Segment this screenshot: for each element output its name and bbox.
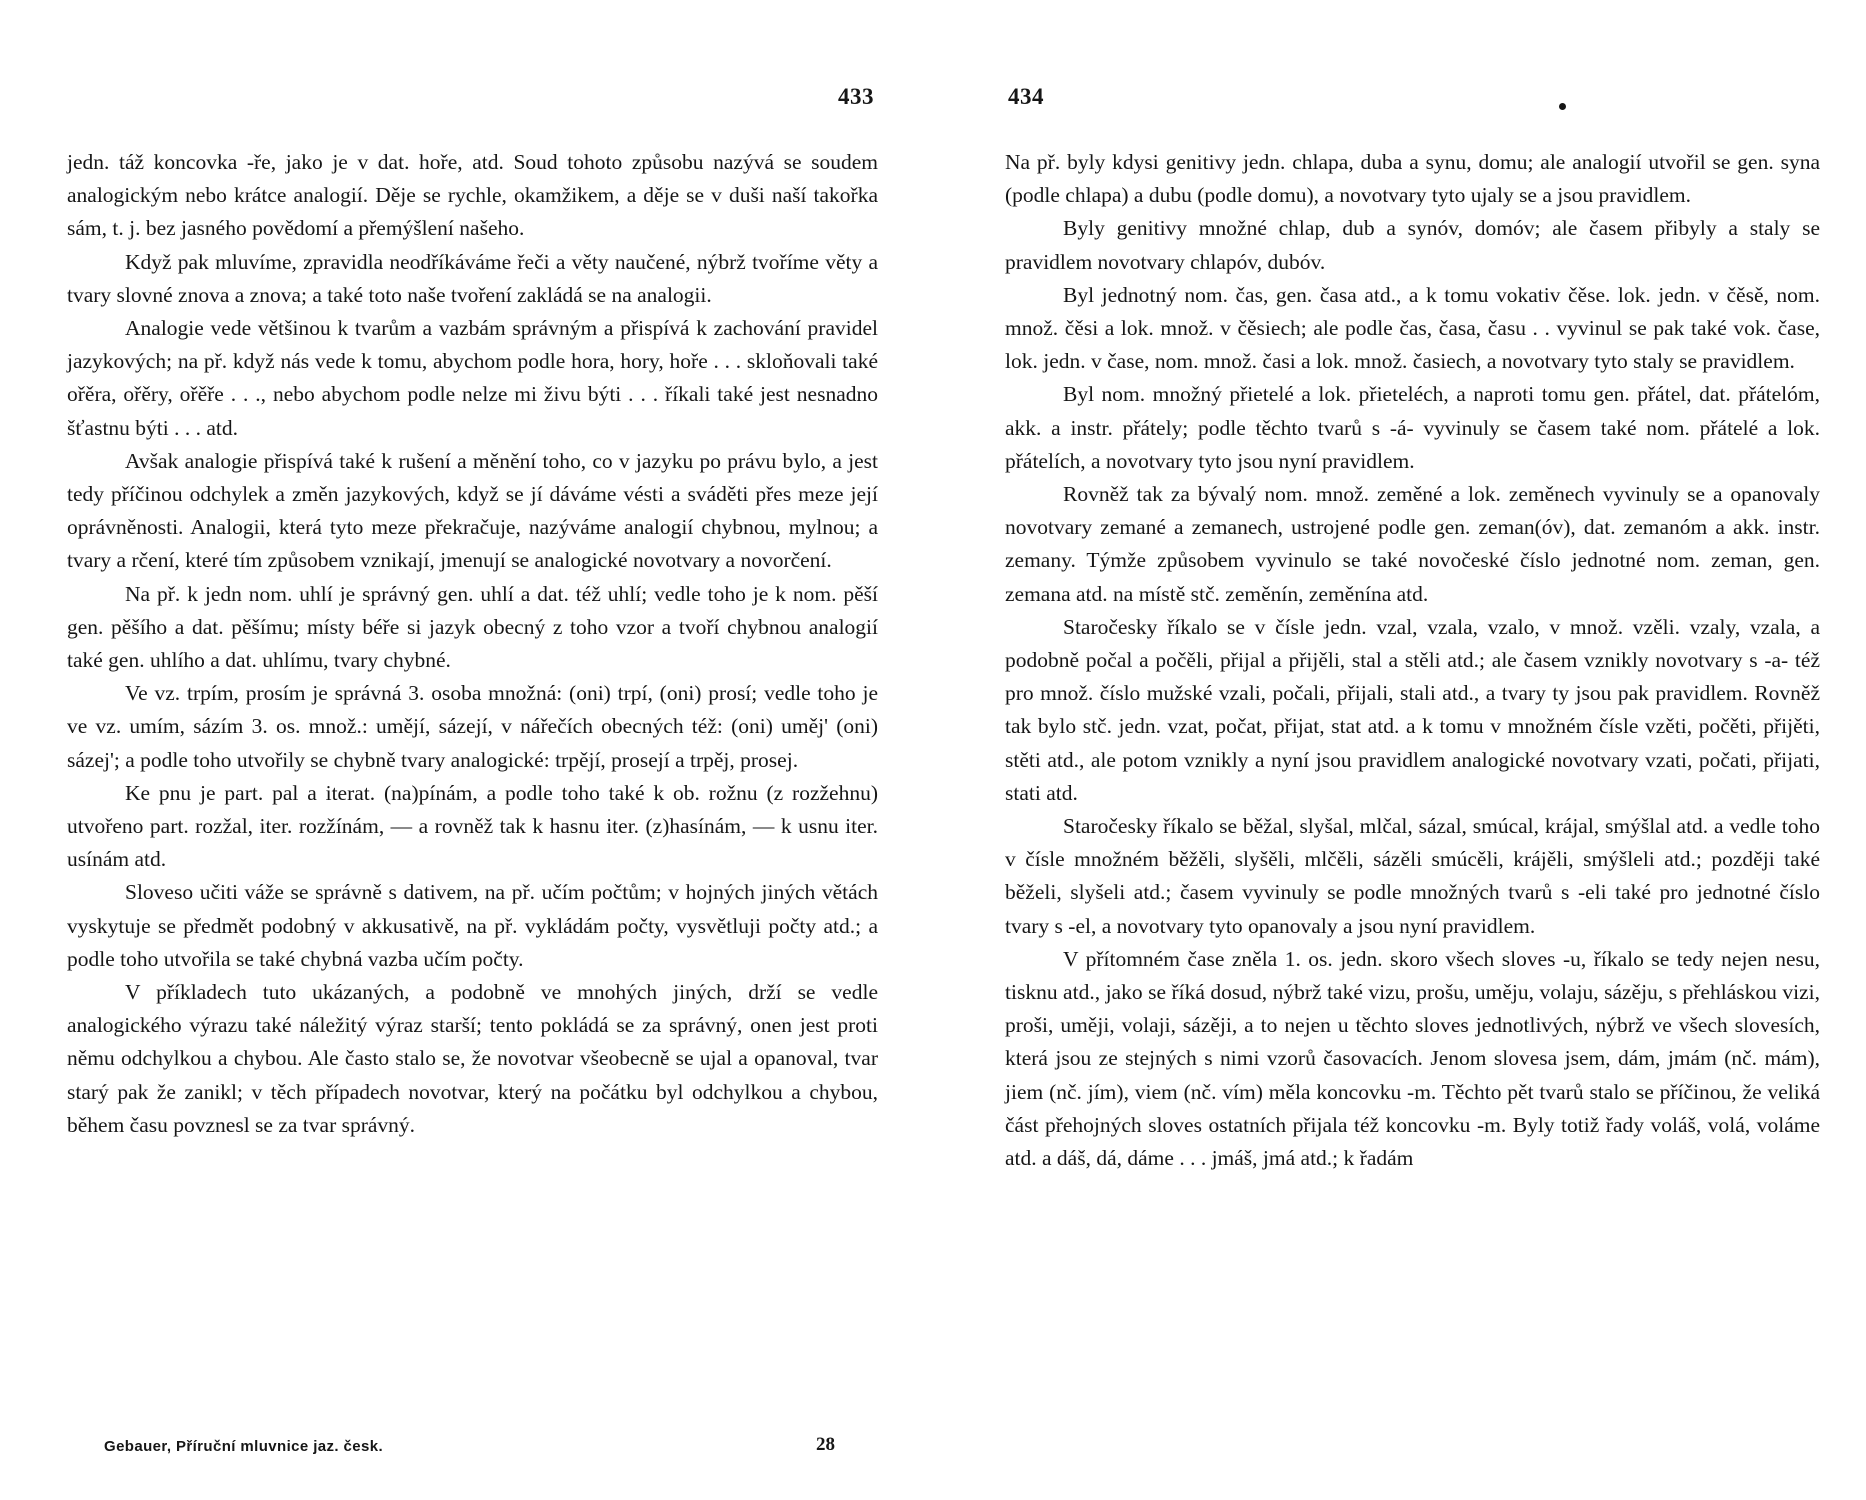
paragraph: Když pak mluvíme, zpravidla neodříkáváme řeči a věty naučené, nýbrž tvoříme věty a tvary slovné znova a znova; a také toto naše tvoření zakládá se na analogii. [67, 249, 878, 307]
signature-mark: 28 [816, 1434, 835, 1455]
paragraph: V přítomném čase zněla 1. os. jedn. skoro všech sloves -u, říkalo se tedy nejen nesu, tisknu atd., jako se říká dosud, nýbrž také vizu, prošu, uměju, volaju, sázěju, s přehláskou vizi, proši, uměji, volaji, sázěji, a to nejen u těchto sloves jednotlivých, nýbrž ve všech slovesích, která jsou ze stejných s nimi vzorů časovacích. Jenom slovesa jsem, dám, jmám (nč. mám), jiem (nč. jím), viem (nč. vím) měla koncovku -m. Těchto pět tvarů stalo se příčinou, že veliká část přehojných sloves ostatních přijala též koncovku -m. Byly totiž řady voláš, volá, voláme atd. a dáš, dá, dáme . . . jmáš, jmá atd.; k řadám [1005, 946, 1820, 1171]
paragraph: V příkladech tuto ukázaných, a podobně ve mnohých jiných, drží se vedle analogického výrazu také náležitý výraz starší; tento pokládá se za správný, onen jest proti němu odchylkou a chybou. Ale často stalo se, že novotvar všeobecně se ujal a opanoval, tvar starý pak že zanikl; v těch případech novotvar, který na počátku byl odchylkou a chybou, během času povznesl se za tvar správný. [67, 980, 878, 1137]
page-number: 434 [1008, 84, 1044, 109]
paragraph: Staročesky říkalo se běžal, slyšal, mlčal, sázal, smúcal, krájal, smýšlal atd. a vedle toho v čísle množném běžěli, slyšěli, mlčěli, sázěli smúcěli, krájěli, smýšleli atd.; později také běželi, slyšeli atd.; časem vyvinuly se podle množných tvarů s -eli také pro jednotné číslo tvary s -el, a novotvary tyto opanovaly a jsou nyní pravidlem. [1005, 814, 1820, 938]
page-text [67, 146, 878, 1142]
paragraph: Byl nom. množný přietelé a lok. přieteléch, a naproti tomu gen. přátel, dat. přátelóm, akk. a instr. přátely; podle těchto tvarů s -á- vyvinuly se časem také nom. přátelé a lok. přátelích, a novotvary tyto jsou nyní pravidlem. [1005, 382, 1820, 473]
paragraph: Byly genitivy množné chlap, dub a synóv, domóv; ale časem přibyly a staly se pravidlem novotvary chlapóv, dubóv. [1005, 216, 1820, 274]
paragraph: Analogie vede většinou k tvarům a vazbám správným a přispívá k zachování pravidel jazykových; na př. když nás vede k tomu, abychom podle hora, hory, hoře . . . skloňovali také ořěra, ořěry, ořěře . . ., nebo abychom podle nelze mi živu býti . . . říkali také jest nesnadno šťastnu býti . . . atd. [67, 316, 878, 440]
paragraph: Na př. k jedn nom. uhlí je správný gen. uhlí a dat. též uhlí; vedle toho je k nom. pěší gen. pěšího a dat. pěšímu; místy béře si jazyk obecný z toho vzor a tvoří chybnou analogií také gen. uhlího a dat. uhlímu, tvary chybné. [67, 581, 878, 673]
paragraph: Byl jednotný nom. čas, gen. časa atd., a k tomu vokativ čěse. lok. jedn. v čěsě, nom. množ. čěsi a lok. množ. v čěsiech; ale podle čas, časa, času . . vyvinul se pak také vok. čase, lok. jedn. v čase, nom. množ. časi a lok. množ. časiech, a novotvary tyto staly se pravidlem. [1005, 282, 1820, 374]
print-dot [1559, 103, 1566, 110]
footer-author: Gebauer, Příruční mluvnice jaz. česk. [104, 1438, 384, 1455]
paragraph: jedn. táž koncovka -ře, jako je v dat. hoře, atd. Soud tohoto způsobu nazývá se soudem analogickým nebo krátce analogií. Děje se rychle, okamžikem, a děje se v duši naší takořka sám, t. j. bez jasného povědomí a přemýšlení našeho. [67, 150, 878, 241]
paragraph: Avšak analogie přispívá také k rušení a měnění toho, co v jazyku po právu bylo, a jest tedy příčinou odchylek a změn jazykových, když se jí dáváme vésti a sváděti přes meze její oprávněnosti. Analogii, která tyto meze překračuje, nazýváme analogií chybnou, mylnou; a tvary a rčení, které tím způsobem vznikají, jmenují se analogické novotvary a novorčení. [67, 448, 878, 573]
paragraph: Staročesky říkalo se v čísle jedn. vzal, vzala, vzalo, v množ. vzěli. vzaly, vzala, a podobně počal a počěli, přijal a přijěli, stal a stěli atd.; ale časem vznikly novotvary s -a- též pro množ. číslo mužské vzali, počali, přijali, stali atd., a tvary ty jsou pak pravidlem. Rovněž tak bylo stč. jedn. vzat, počat, přijat, stat atd. a k tomu v množném čísle vzěti, počěti, přijěti, stěti atd., ale potom vznikly a nyní jsou pravidlem analogické novotvary vzati, počati, přijati, stati atd. [1005, 614, 1820, 805]
paragraph: Na př. byly kdysi genitivy jedn. chlapa, duba a synu, domu; ale analogií utvořil se gen. syna (podle chlapa) a dubu (podle domu), a novotvary tyto ujaly se a jsou pravidlem. [1005, 150, 1820, 208]
page-number: 433 [838, 84, 874, 109]
paragraph: Ke pnu je part. pal a iterat. (na)pínám, a podle toho také k ob. rožnu (z rozžehnu) utvořeno part. rozžal, iter. rozžínám, — a rovněž tak k hasnu iter. (z)hasínám, — k usnu iter. usínám atd. [67, 780, 878, 872]
page-text [1005, 146, 1820, 1175]
paragraph: Rovněž tak za bývalý nom. množ. zeměné a lok. zeměnech vyvinuly se a opanovaly novotvary zemané a zemanech, ustrojené podle gen. zeman(óv), dat. zemanóm a akk. instr. zemany. Týmže způsobem vyvinulo se také novočeské číslo jednotné nom. zeman, gen. zemana atd. na místě stč. zeměnín, zeměnína atd. [1005, 482, 1820, 606]
paragraph: Sloveso učiti váže se správně s dativem, na př. učím počtům; v hojných jiných větách vyskytuje se předmět podobný v akkusativě, na př. vykládám počty, vysvětluji počty atd.; a podle toho utvořila se také chybná vazba učím počty. [67, 880, 878, 971]
paragraph: Ve vz. trpím, prosím je správná 3. osoba množná: (oni) trpí, (oni) prosí; vedle toho je ve vz. umím, sázím 3. os. množ.: umějí, sázejí, v nářečích obecných též: (oni) uměj' (oni) sázej'; a podle toho utvořily se chybně tvary analogické: trpějí, prosejí a trpěj, prosej. [67, 681, 878, 772]
right-page [933, 0, 1866, 1500]
